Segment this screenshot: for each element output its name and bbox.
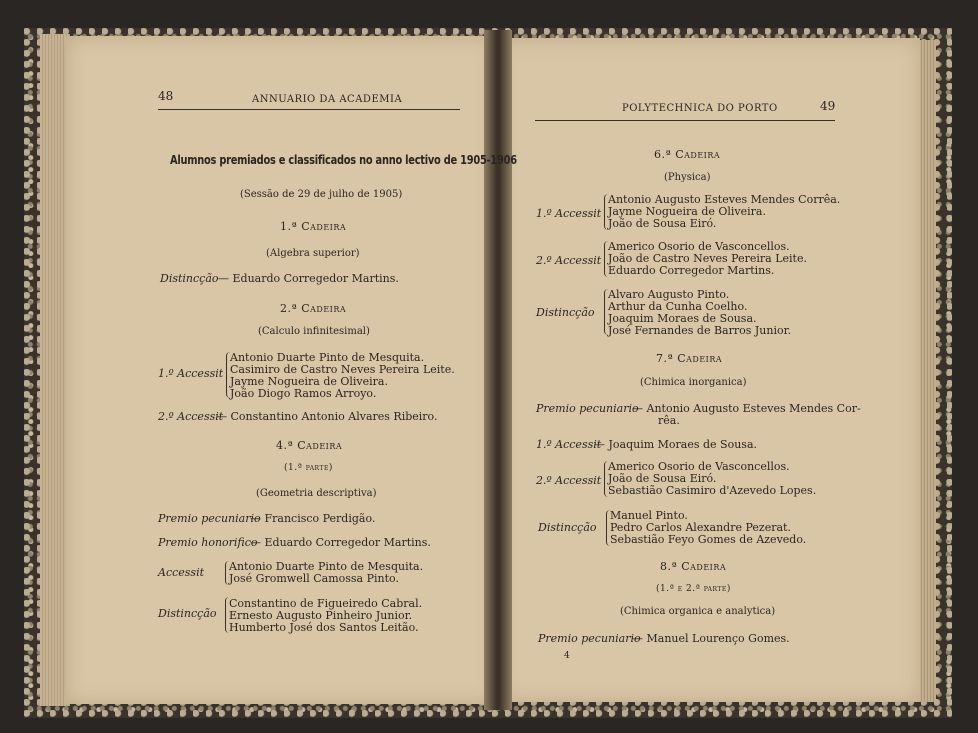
list-item: João de Sousa Eiró.	[608, 217, 717, 230]
list-item: Ernesto Augusto Pinheiro Junior.	[229, 609, 413, 622]
session-date: (Sessão de 29 de julho de 1905)	[240, 189, 403, 200]
cadeira4-subject: (Geometria descriptiva)	[256, 488, 377, 499]
cadeira7-accessit1-text: — Joaquim Moraes de Sousa.	[594, 438, 758, 451]
list-item: Antonio Duarte Pinto de Mesquita.	[229, 560, 424, 573]
list-item: Antonio Duarte Pinto de Mesquita.	[230, 351, 425, 364]
list-item: João de Castro Neves Pereira Leite.	[608, 252, 807, 265]
cadeira7-heading: 7.ª Cadeira	[656, 352, 723, 365]
signature-mark: 4	[564, 651, 570, 661]
list-item: Humberto José dos Santos Leitão.	[229, 621, 419, 634]
list-item: Casimiro de Castro Neves Pereira Leite.	[230, 363, 455, 376]
cadeira6-distincao-label: Distincção	[536, 306, 595, 319]
cadeira2-heading: 2.ª Cadeira	[280, 302, 347, 315]
list-item: Alvaro Augusto Pinto.	[608, 288, 730, 301]
cadeira4-premio-pec-text: — Francisco Perdigão.	[250, 512, 376, 525]
cadeira4-distincao-label: Distincção	[158, 607, 217, 620]
head-rule-left	[158, 109, 460, 110]
right-page	[498, 38, 920, 702]
cadeira6-accessit1-label: 1.º Accessit	[536, 207, 602, 220]
cadeira7-distincao-label: Distincção	[538, 521, 597, 534]
list-item: Joaquim Moraes de Sousa.	[608, 312, 757, 325]
cadeira8-subject: (Chimica organica e analytica)	[620, 606, 776, 617]
list-item: Arthur da Cunha Coelho.	[608, 300, 748, 313]
page-number-right: 49	[820, 99, 836, 113]
list-item: José Gromwell Camossa Pinto.	[229, 572, 399, 585]
cadeira2-accessit2-label: 2.º Accessit	[158, 410, 224, 423]
list-item: Jayme Nogueira de Oliveira.	[230, 375, 388, 388]
cadeira8-heading: 8.ª Cadeira	[660, 560, 727, 573]
page-number-left: 48	[158, 89, 174, 103]
list-item: Eduardo Corregedor Martins.	[608, 264, 775, 277]
book-gutter	[484, 30, 512, 710]
cadeira8-premio-pec-label: Premio pecuniario	[538, 632, 641, 645]
list-item: Antonio Augusto Esteves Mendes Corrêa.	[608, 193, 841, 206]
list-item: Americo Osorio de Vasconcellos.	[608, 240, 790, 253]
running-head-left: ANNUARIO DA ACADEMIA	[252, 94, 403, 105]
cadeira1-subject: (Algebra superior)	[266, 248, 360, 259]
cadeira1-distincao-text: — Eduardo Corregedor Martins.	[218, 272, 399, 285]
cadeira4-accessit-label: Accessit	[158, 566, 205, 579]
cadeira1-heading: 1.ª Cadeira	[280, 220, 347, 233]
cadeira4-part: (1.ª parte)	[284, 463, 333, 473]
cadeira8-premio-pec-text: — Manuel Lourenço Gomes.	[632, 632, 790, 645]
page-title: Alumnos premiados e classificados no anno lectivo de 1905-1906	[170, 153, 517, 167]
head-rule-right	[535, 120, 835, 121]
running-head-right: POLYTECHNICA DO PORTO	[622, 103, 778, 114]
cadeira1-distincao-label: Distincção	[160, 272, 219, 285]
list-item: Pedro Carlos Alexandre Pezerat.	[610, 521, 791, 534]
cadeira6-heading: 6.ª Cadeira	[654, 148, 721, 161]
list-item: José Fernandes de Barros Junior.	[608, 324, 792, 337]
cadeira7-accessit2-label: 2.º Accessit	[536, 474, 602, 487]
cadeira8-part: (1.ª e 2.ª parte)	[656, 584, 731, 594]
list-item: Sebastião Feyo Gomes de Azevedo.	[610, 533, 807, 546]
cadeira6-accessit2-label: 2.º Accessit	[536, 254, 602, 267]
cadeira7-premio-pec-cont: rêa.	[658, 414, 680, 427]
list-item: Sebastião Casimiro d'Azevedo Lopes.	[608, 484, 817, 497]
list-item: Manuel Pinto.	[610, 509, 688, 522]
cadeira7-premio-pec-text: — Antonio Augusto Esteves Mendes Cor-	[632, 402, 861, 415]
list-item: João de Sousa Eiró.	[608, 472, 717, 485]
cadeira4-premio-hon-label: Premio honorifico	[158, 536, 258, 549]
list-item: João Diogo Ramos Arroyo.	[230, 387, 377, 400]
cadeira4-premio-hon-text: — Eduardo Corregedor Martins.	[250, 536, 431, 549]
cadeira7-premio-pec-label: Premio pecuniario	[536, 402, 639, 415]
list-item: Americo Osorio de Vasconcellos.	[608, 460, 790, 473]
cadeira4-premio-pec-label: Premio pecuniario	[158, 512, 261, 525]
list-item: Constantino de Figueiredo Cabral.	[229, 597, 423, 610]
cadeira2-subject: (Calculo infinitesimal)	[258, 326, 370, 337]
cadeira4-heading: 4.ª Cadeira	[276, 439, 343, 452]
cadeira7-accessit1-label: 1.º Accessit	[536, 438, 602, 451]
list-item: Jayme Nogueira de Oliveira.	[608, 205, 766, 218]
cadeira2-accessit2-text: — Constantino Antonio Alvares Ribeiro.	[216, 410, 438, 423]
cadeira2-accessit1-label: 1.º Accessit	[158, 367, 224, 380]
cadeira6-subject: (Physica)	[664, 172, 711, 183]
cadeira7-subject: (Chimica inorganica)	[640, 377, 747, 388]
